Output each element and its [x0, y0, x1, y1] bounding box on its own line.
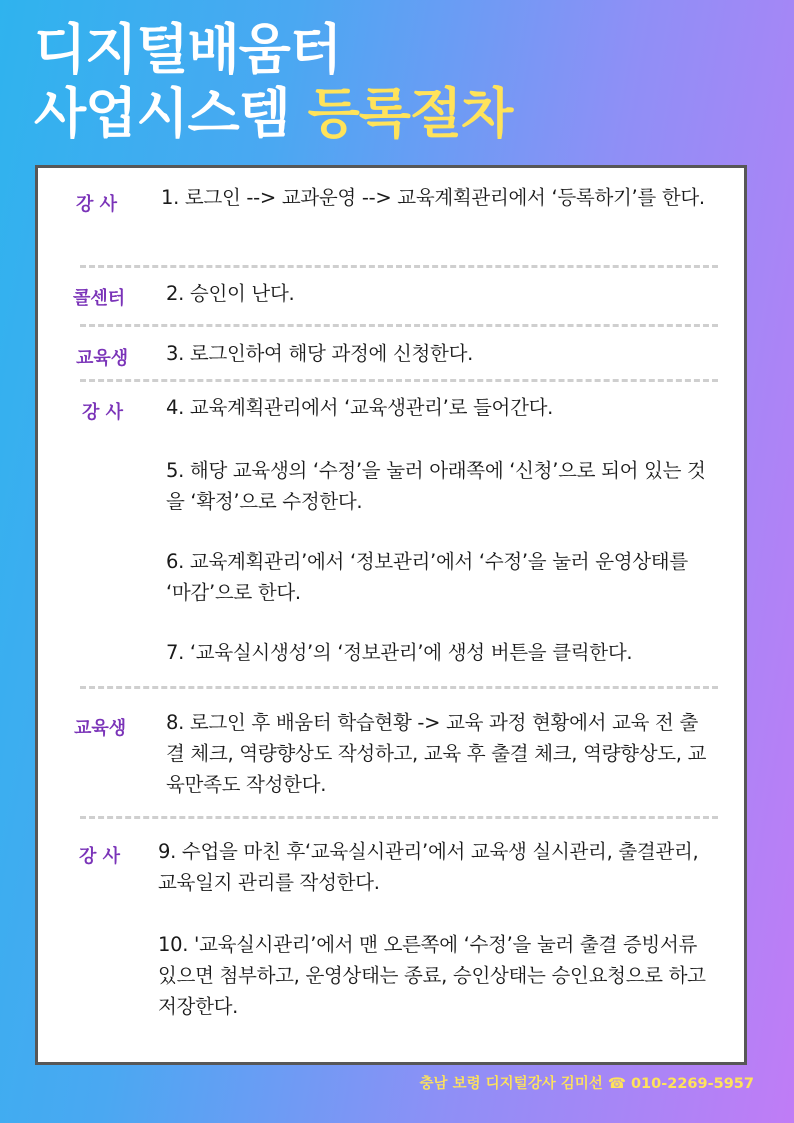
role-label-student: 교육생: [76, 348, 129, 369]
section-divider: [80, 379, 718, 382]
role-label-callcenter: 콜센터: [73, 288, 126, 309]
phone-number: 010-2269-5957: [630, 1076, 754, 1092]
step-1: 1. 로그인 --> 교과운영 --> 교육계획관리에서 ‘등록하기’를 한다.: [161, 186, 705, 209]
author-credit: 충남 보령 디지털강사 김미선: [419, 1076, 603, 1092]
footer-credit: [420, 1072, 754, 1093]
role-label-student: 교육생: [74, 718, 127, 739]
step-9: 9. 수업을 마친 후‘교육실시관리’에서 교육생 실시관리, 출결관리, 교육일지 관리를 작성한다.: [158, 840, 699, 894]
section-divider: [80, 686, 718, 689]
title-accent: 등록절차: [307, 82, 513, 145]
procedure-card: [35, 165, 747, 1065]
section-divider: [80, 324, 718, 327]
section-divider: [80, 265, 718, 268]
step-7: 7. ‘교육실시생성’의 ‘정보관리’에 생성 버튼을 클릭한다.: [166, 641, 633, 664]
title-line-2: 사업시스템: [34, 82, 308, 145]
role-label-instructor: 강 사: [79, 846, 121, 867]
title-line-1: 디지털배움터: [34, 18, 341, 81]
role-label-instructor: 강 사: [76, 194, 118, 215]
phone-icon: ☎: [607, 1076, 626, 1092]
section-divider: [80, 816, 718, 819]
step-10: 10. '교육실시관리’에서 맨 오른쪽에 ‘수정’을 눌러 출결 증빙서류 있으면 첨부하고, 운영상태는 종료, 승인상태는 승인요청으로 하고 저장한다.: [158, 933, 706, 1018]
role-label-instructor: 강 사: [82, 402, 124, 423]
step-4: 4. 교육계획관리에서 ‘교육생관리’로 들어간다.: [166, 396, 554, 419]
step-2: 2. 승인이 난다.: [166, 282, 295, 305]
step-6: 6. 교육계획관리’에서 ‘정보관리’에서 ‘수정’을 눌러 운영상태를 ‘마감’으로 한다.: [166, 550, 688, 604]
page-title: [34, 18, 512, 146]
step-3: 3. 로그인하여 해당 과정에 신청한다.: [166, 342, 474, 365]
step-8: 8. 로그인 후 배움터 학습현황 -> 교육 과정 현황에서 교육 전 출결 체크, 역량향상도 작성하고, 교육 후 출결 체크, 역량향상도, 교육만족도 작성한다.: [166, 711, 707, 796]
step-5: 5. 해당 교육생의 ‘수정’을 눌러 아래쪽에 ‘신청’으로 되어 있는 것을 ‘확정’으로 수정한다.: [166, 459, 706, 513]
